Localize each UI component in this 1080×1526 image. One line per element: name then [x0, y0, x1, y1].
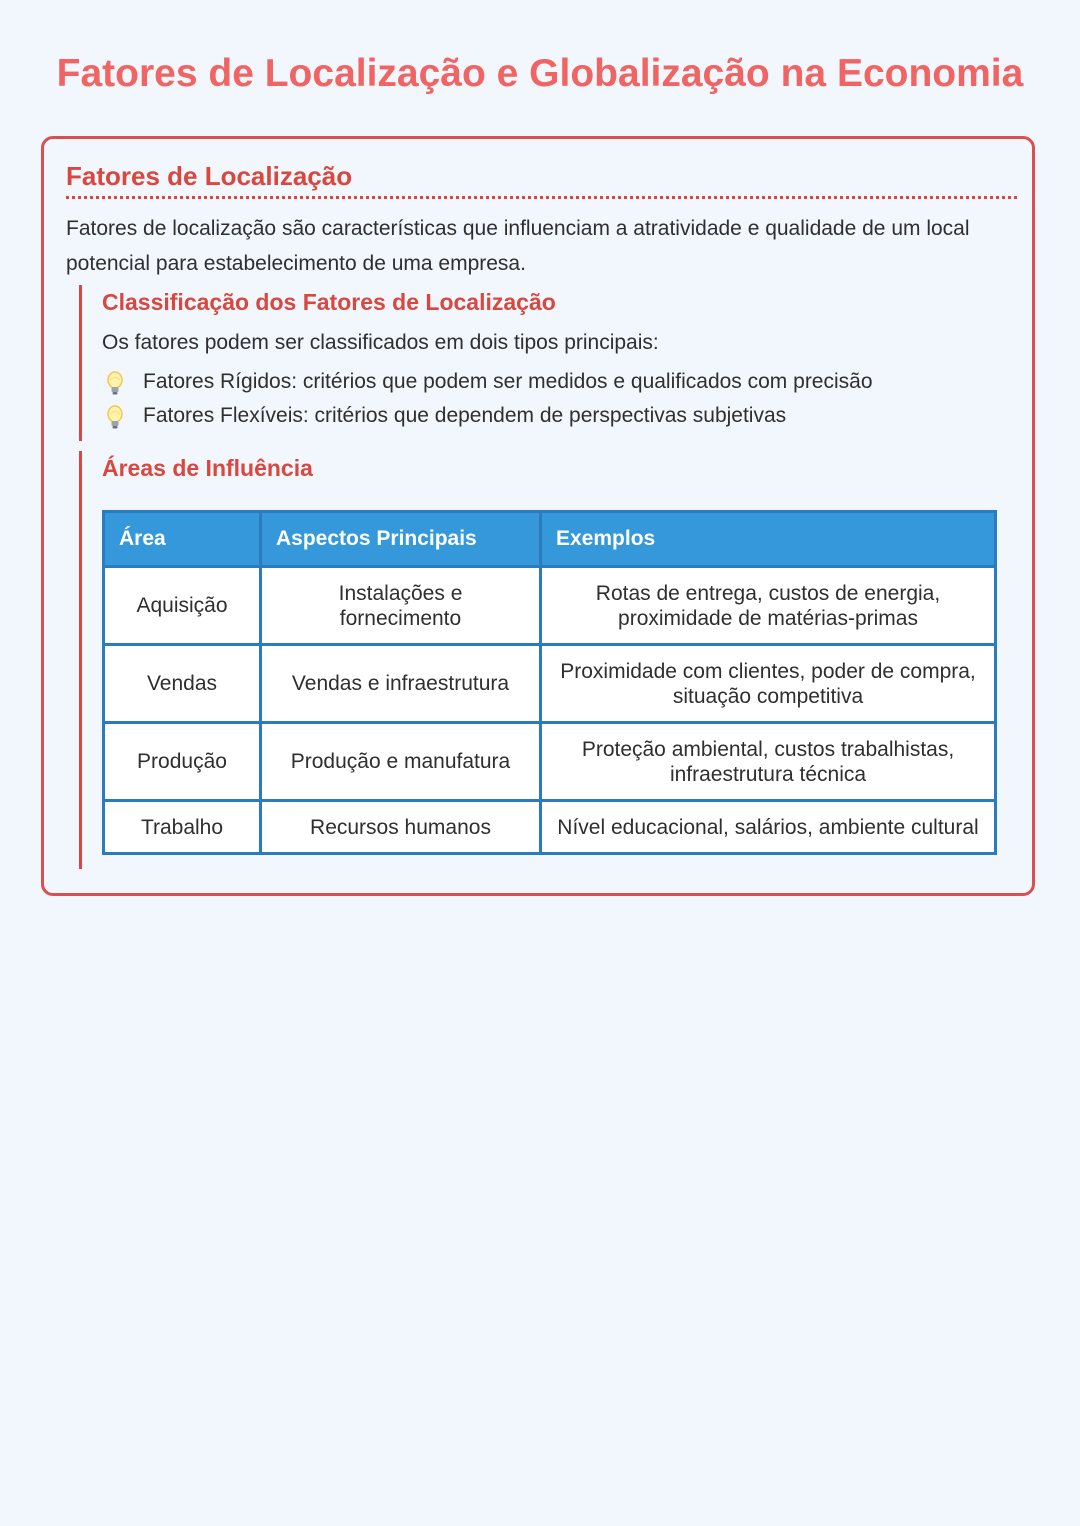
cell-aspects: Recursos humanos	[261, 801, 541, 854]
influence-subsection	[79, 451, 979, 869]
column-header-examples: Exemplos	[541, 512, 996, 567]
list-item-text: Fatores Flexíveis: critérios que dependem de perspectivas subjetivas	[143, 404, 787, 427]
influence-table	[102, 510, 997, 855]
table-row	[104, 801, 996, 854]
cell-area: Trabalho	[104, 801, 261, 854]
cell-area: Aquisição	[104, 567, 261, 645]
cell-aspects: Instalações e fornecimento	[261, 567, 541, 645]
classification-subsection	[79, 285, 873, 441]
list-item	[102, 365, 873, 399]
cell-examples: Proteção ambiental, custos trabalhistas, infraestrutura técnica	[541, 723, 996, 801]
content-card	[41, 136, 1035, 896]
column-header-aspects: Aspectos Principais	[261, 512, 541, 567]
table-row	[104, 723, 996, 801]
column-header-area: Área	[104, 512, 261, 567]
list-item	[102, 399, 873, 433]
influence-title: Áreas de Influência	[102, 455, 313, 481]
cell-aspects: Produção e manufatura	[261, 723, 541, 801]
cell-examples: Rotas de entrega, custos de energia, proximidade de matérias-primas	[541, 567, 996, 645]
cell-area: Produção	[104, 723, 261, 801]
cell-examples: Proximidade com clientes, poder de compra, situação competitiva	[541, 645, 996, 723]
table-header-row	[104, 512, 996, 567]
section-title: Fatores de Localização	[66, 161, 353, 191]
classification-text: Os fatores podem ser classificados em dois tipos principais:	[102, 331, 659, 354]
table-row	[104, 567, 996, 645]
list-item-text: Fatores Rígidos: critérios que podem ser medidos e qualificados com precisão	[143, 370, 873, 393]
cell-aspects: Vendas e infraestrutura	[261, 645, 541, 723]
lightbulb-icon	[104, 371, 126, 397]
classification-list	[102, 365, 873, 433]
page-title: Fatores de Localização e Globalização na Economia	[56, 52, 1024, 95]
lightbulb-icon	[104, 405, 126, 431]
section-intro: Fatores de localização são características que influenciam a atratividade e qualidade de um local potencial para estabelecimento de uma empresa.	[66, 217, 970, 275]
cell-examples: Nível educacional, salários, ambiente cultural	[541, 801, 996, 854]
classification-title: Classificação dos Fatores de Localização	[102, 289, 556, 315]
table-row	[104, 645, 996, 723]
section-divider	[66, 196, 1017, 199]
cell-area: Vendas	[104, 645, 261, 723]
